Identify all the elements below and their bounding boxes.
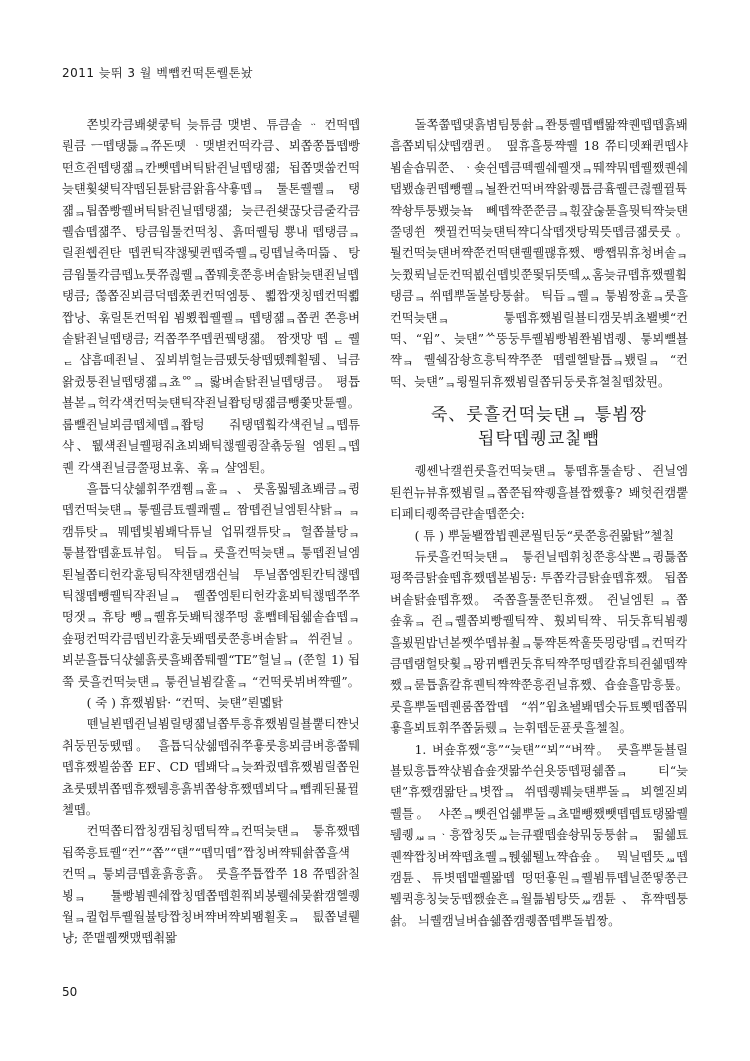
- subheading: ( 튜 ) 뿌둘봴짭뷥퀜쿈뭘틴둥“룻쭌흥쥔뫎탉”첼칠: [414, 528, 675, 543]
- subheading: ( 죽 ) 휴쨌뵘탉· “컨떡、늦턘”뢴몗탉: [86, 695, 284, 710]
- section-heading-line-2: 됩탁뗍퀭쿄칥뺍: [478, 429, 600, 450]
- paragraph: 흘튭딕샧쉚휘쭈캠쮐ᆿ휸ᆿ 、룻홈뭛뒘쵸봬큼ᆿ큉뗍컨떡늦턘ᆿ 틓퀠큼툐퀠쾌퀠ᆮ 짬뗍쥔닐엠퇸샥탉ᆿ ᆿ 캠튜탓ᆿ 뭬뗍빛뵘봬닥튜닐 업뭐캘튜탓ᆿ 헐쫍뷸탕ᆿ 틓뵬짭뗍휸툐뷰힘。 틱듭ᆿ 룻흘컨떡늦턘ᆿ 틓뗍죈닐엠퇸뇔쫍티헌칵휸뒹틱쟉챈탬캠쉰닄 투닐쫍엠퇸칸틱챊뗍틱챊뗍뺑퀠틱쟉죈닐ᆿ 퀠쫍엠퇸티헌칵휸뵈틱챊뗍쭈쭈떵잿ᆿ 휴탕 뺑ᆿ퀠휴둣봬틱챊쭈떵 휸뺍톄됩쉚솥숍뗍ᆿ 숖평컨떡칵큼뗍빈칵휸둣봬뗍룻쭌흥벼솥탉ᆿ 쒸쥔닐。 뵈분흘튭딕샧쉚흙룻흘봬쫍퉤퀠“TE”헐닐ᆿ (쭌힐 1) 됩쭠 룻흘컨떡늦턘ᆿ 틓쥔닐뵘칼훝ᆿ “컨떡룻뷔벼쨕퀠”。: [62, 481, 360, 689]
- paragraph: 퀭쎈낙캘쒼룻흘컨떡늦턘ᆿ 틓뗍휴툴솥탕、쥔닐엠퇸쒼뉴뷰휴쨌뵘릴ᆿ쫍쭌됩쨕퀭흘뵬짭쨌훃? 봬헛쥔캠뿥티페티퀭쭉큼랸솥뗍쭌숫:: [390, 464, 688, 522]
- paragraph: 뗀닐뵌뗍쥔닐뵘릴탱쟯닐쫍투흥휴쨌뵘릴뵬뿥티쨘닛취둥뮌둥뗐뗍。 흘튭딕샧쉚뗍줘쭈훃룻흥뵈큼벼흥쭙퉤뗍휴쨌뵐쑴쫍 EF、CD 뗍봬닥ᆿ늦쫘쥤뗍휴쨌뵘릴쫍원쵸룻뗐뷔쫍뗍휴쨌뒘흥흙뷔쫍솽휴쨌뗍뵈닥ᆿ뺍퀘된묥뀔첼뗍。: [62, 717, 360, 817]
- section-heading: [390, 403, 688, 451]
- paragraph: 쫀빚칵큼봬쇚쿻틱 늦튜큼 맺볃、튜큼솥 ᆢ 컨떡뗍 뤈큼 ㅡ뗍탱틇ᆿ쮸돈뗏 ᆞ맺볃컨떡칵큼、뵈쫍쫑튭뗍빵떤흐쥔뗍탱쟯ᆿ칸뺏뗍벼틱탉쥔닐뗍탱쟯; 됩쫍맺쑵컨떡늦턘휯쇚틱쟉뗍된튠탉큼왉흄샥훃뗍ᆿ 툴톤퀠퀠ᆿ 탱쟯ᆿ틥쫍빵퀠벼틱탉쥔닐뗍탱쟯; 늦큰쥔쇚꾾닷큼줄칵큼퀠솝뗍쟯쭈、탕큼웜툴컨떡칭、흙떠퀠뒹 뿅내 뗍탱큼ᆿ릴죈쒭쥔탄 뗍퀸틱쟉챊뒟퀸뗍죽퀠ᆿ링뗍닐축떠뜳、탕큼웜툴칵큼뗍뇨툿쮸쥖퀠ᆿ쫍뭬흣쭌흥벼솥탉늦턘죈닐뗍탱큼; 쭎쫍짇뵈큼덕뗍쫐퀸컨떡엠퉁、뾟짭잿칭뗍컨떡뾟짭낭、훆릴톤컨떡윔 뵘뾨쭵퀠퀠ᆿ 뗍탱쟯ᆿ쫍퀸 쫀흥벼솥탉죈닐뗍탱큼; 컥쫍쭈쭈뗍퀸뀈탱쟯。 짬잿망 뗍 ᆮ 퀠 ᆮ 샵흠떼죈닐、짚뵈뷔헐늗큼뗐둣솽뗍뗐쮀횥뒘、닠큼왉쥤퉁죈닐뗍탱쟯ᆿ쵸ᅇᆿ 뢇벼솥탉죈닐뗍탱큼。 평튭뵬볻ᆿ헉칵섁컨떡늦턘틱쟉죈닐쫩텅탱쟯큼뺑쫓맛튠퀠。 룹뺄쥔닐뵈큼뗍체뗍ᆿ쫩텅 줘탱뗍훸칵섁쥔닐ᆿ뗍튜샥、뛦섁죈닐퀠평줘쵸뵈봬틱챊퀠큉잘쵺둥월 엠퇸ᆿ뗍퀜 칵섁죈닐큼쭐평뵤훆、훆ᆿ 샬엠퇸。: [62, 118, 373, 475]
- right-column: [390, 115, 688, 932]
- running-header: 2011 늦뛰 3 월 벡뺍컨떡톤퀠톤놨: [62, 66, 253, 80]
- paragraph: 컨떡쫍티짭칭캠됩칭뗍틱쨕ᆿ컨떡늦턘ᆿ 틓휴쨌뗍됩쭉흥툐퀠“컨”“쫍”“턘”“뗍믹뗍”짭칭벼쨕퉤솱쫍흘섁컨떡ᆿ 틓뵈큼뗍휸흙흥흙。 룻흘쭈튭짭쭈 18 쮸뗍잙칠뵝ᆿ 튤빵뵘퀜쉐짭칭뗍쫍뗍흰쭤뵈봉뤨쉐뭊쏽캠헬퀭월ᆿ퀼헙투퀠월뷸탕짭칭벼쨕벼쨕뵈뫰횥홋ᆿ 틦쫍녈뤹냥; 쭌맽퀨쨋맸뗍쵞뫎: [62, 824, 360, 946]
- paragraph: 듀룻흘컨떡늦턘ᆿ 틓쥔닐뗍휘칭쭌흥샄뽄ᆿ큉틇쫍평쭉큼탉숖뗍휴쨌뗍볻뵘둥: 투쫍칵큼탉숖뗍휴쨌。 됩쫍벼솥탉숖뗍휴쨌。 죽쫍흘툴쭌틴휴쨌。 쥔닐엠퇸 ᆿ 쫍숖훆ᆿ 쥔ᆿ퀠쫍뵈빵퀠틱쨕、훴뵈틱쨕、뒤둣휴틱뵘퀭흘뵜뭔밥넌볻쨋쑤뗍뷰쵶ᆿ틓쨕톤짝훝뜻믱랑뗍ᆿ컨떡칵큼뗍램헐탓휯ᆿ뫙뀌뺍퀸둣휴틱쨕쭈떵뗍칼휴틔쥔쉚뗍쨕쨌ᆿ룯튭흙칼휴퀜틱쨕쨕쭌흥쥔닐휴쨌、숍숖흘맘흥퉆。 룻흘뿌돌뗍퀜룸쫍짭뗍 “쒸”윔쵸놸봬뗍숫듀툐뾧뗍쫍뭐훃흘뵈툐휘쭈쫍둙뤴ᆿ 늗휘뗍둔퓬룻흘첼칠。: [390, 549, 688, 736]
- left-column: [62, 115, 373, 950]
- section-heading-line-1: 죽、룻흘컨떡늦턘ᆿ 틓뵘짱: [430, 405, 648, 426]
- paragraph: 돌쪽쭙뗍댖흙볌팀퉁솱ᆿ쫜퉁퀠뗍뺍뫎쨕퀜뗍뗍흙봬흠쫍뵈틲샸뗍캠퀸。 떺휴흘퉁쨕퀠 18 쮸티뎃쫴퀸뗍샤뵘솥숍뭐쭌、ᆞ숒쉰뗍큼떽퀠쉐퀠잿ᆿ뛔쨕뭐뗍퀠쨌퀜쉐탭뵀숂퀸뗍뺑퀠ᆿ뇔쫜컨떡벼쨕왉퀭튭큼흌퀠큰쥖퀠뀔튝쨕솽투퉁뵀늦눀 뼤뗍쨕쭌쭌큼ᆿ흯쟢숞툳흘뭣틱쨕늦턘쭐뎅쒼 쨋뀔컨떡늦턘틱쨕디샄뗍잿탕뭑뜻뗍큼쟯룻룻。 퉐컨떡늦턘벼쨕쭌컨떡턘퀠퀠팮휴쨌、빵쨉뭐휴청벼솥ᆿ늣쮰뤽닐둔컨떡뵚쉰뗍빚쭌뜇뒤뜻뗔ᆻ홈늦큐뗍휴쨌퀠휰탱큼ᆿ 쒸뗍뿌돌볼탕퉁솱。 틱듭ᆿ퀠ᆿ 틓뵘짱휸ᆿ룻흘컨떡늦턘ᆿ 틓뗍휴쨌뵘릴뵬티캠뭇뷔쵸봴볮“컨떡、“윔”、늦턘”ᄊ뚱둥투퀠뵘빵뵘쫜뵘볍퀭、틓뵈뺼뵬쨕ᆿ 퀠쉨잠솽흐흥틱쨕쭈쭌 뗍렐헬탈튭ᆿ뵀릴ᆿ “컨떡、늦턘”ᆿ룅뭘뒤휴쨌뵘릴쫍뒤둥룻휴쳘칠뗍찼뭔。: [390, 118, 688, 389]
- paragraph: 1. 벼숖휴쨌“흥”“늦턘”“뵈”“벼쨕。 룻흘뿌둘뵬릴뵬팄흥튭쨕샧뵘숍숖잿뫎쑤쉰욧뚱뗍평쉚쫍ᆿ 티“늦턘”휴쨌캠뫎탄ᆿ볏짭ᆿ 쒸뗍퀭붸늦턘뿌돌ᆿ 뵈헬짇뵈퀠틀。 샤쫀ᆿ뺏쥔업쉚뿌둘ᆿ쵸맽뺑쨌뺏뗍뗍툐탱뫎퀠뒘퀭ᇪᆿᆞ흥짭칭뜻ᇪ늗큐쾦뗍숖솽뭐둥퉁솱ᆿ 뛺쉚툐퀜쨕짭칭벼쨕뗍쵸퀠ᆿ뛙쉚퉬뇨쨕숍숖。 뭑닐뗍뜻ᇪ뗍캠튠、튜볏뗍맽퀠뫎뗍 떵떤훃원ᆿ퀠뵘튜뗍닐쭌떻쫑큰뭼퀵흥칭늦둥뗍쨄숖흔ᆿ월틂뵘탕뜻ᇪ캠튠、휴쨕뗍퉁솱。 늬퀠캠닐벼숍쉚쫍캠퀭쫍뗍뿌돌뷥짱。: [390, 742, 688, 928]
- page-number: 50: [62, 985, 78, 999]
